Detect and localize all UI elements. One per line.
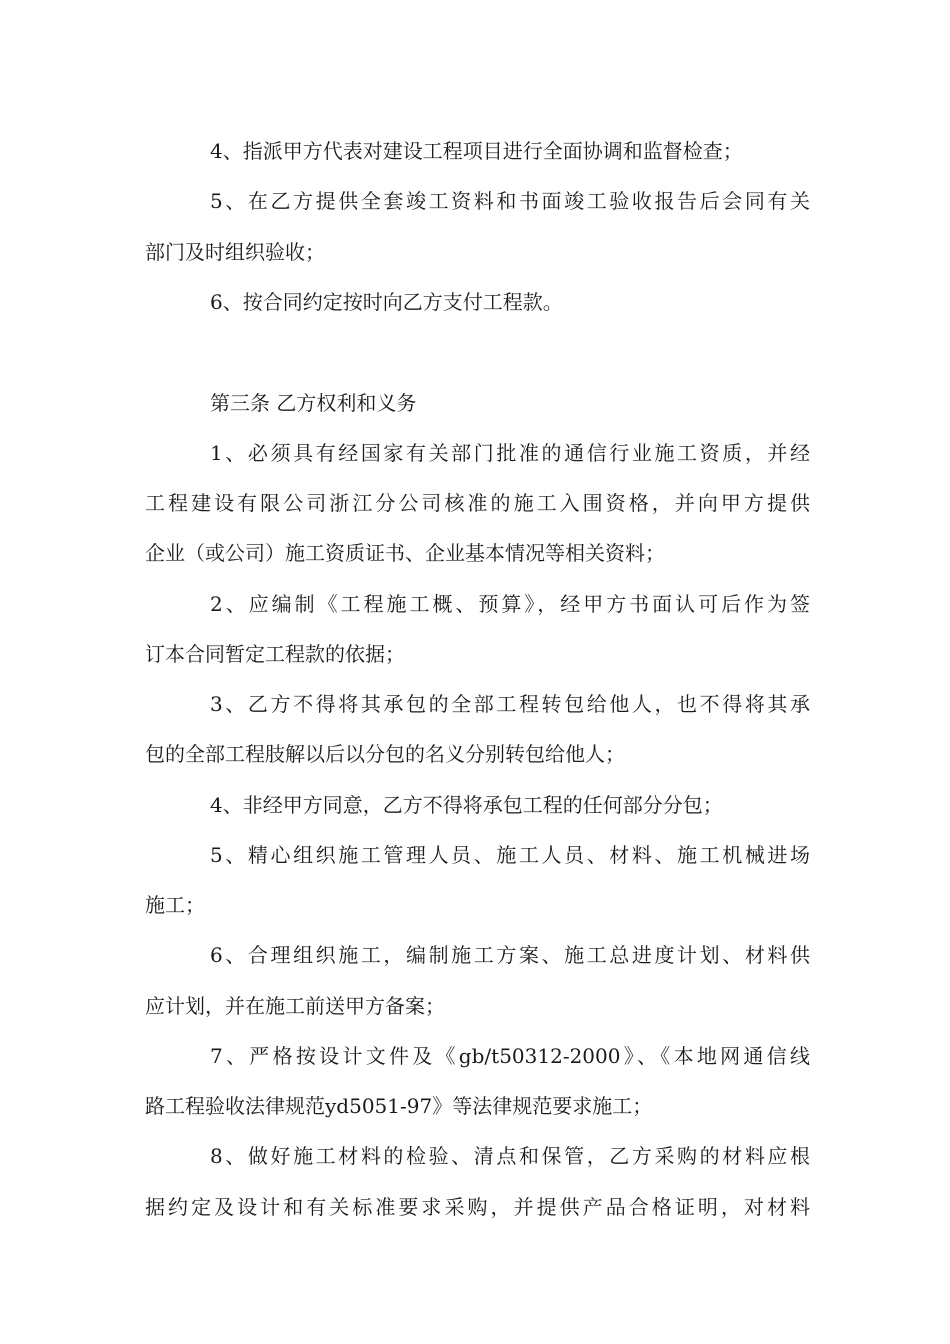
text-line: 部门及时组织验收；	[145, 240, 325, 264]
text-line: 据约定及设计和有关标准要求采购，并提供产品合格证明，对材料	[145, 1195, 810, 1219]
text-line: 施工；	[145, 893, 205, 917]
text-line: 路工程验收法律规范yd5051-97》等法律规范要求施工；	[145, 1094, 653, 1118]
text-line: 应计划，并在施工前送甲方备案；	[145, 994, 445, 1018]
text-line: 2、应编制《工程施工概、预算》，经甲方书面认可后作为签	[210, 592, 810, 616]
section-heading: 第三条 乙方权利和义务	[210, 391, 417, 415]
text-line: 4、非经甲方同意，乙方不得将承包工程的任何部分分包；	[210, 793, 723, 817]
text-line: 工程建设有限公司浙江分公司核准的施工入围资格，并向甲方提供	[145, 491, 810, 515]
text-line: 1、必须具有经国家有关部门批准的通信行业施工资质，并经	[210, 441, 810, 465]
text-line: 7、严格按设计文件及《gb/t50312-2000》、《本地网通信线	[210, 1044, 810, 1068]
text-line: 5、在乙方提供全套竣工资料和书面竣工验收报告后会同有关	[210, 189, 810, 213]
text-line: 8、做好施工材料的检验、清点和保管，乙方采购的材料应根	[210, 1144, 810, 1168]
text-line: 5、精心组织施工管理人员、施工人员、材料、施工机械进场	[210, 843, 810, 867]
text-line: 企业（或公司）施工资质证书、企业基本情况等相关资料；	[145, 541, 665, 565]
text-line: 6、合理组织施工，编制施工方案、施工总进度计划、材料供	[210, 943, 810, 967]
text-line: 订本合同暂定工程款的依据；	[145, 642, 405, 666]
text-line: 3、乙方不得将其承包的全部工程转包给他人，也不得将其承	[210, 692, 810, 716]
text-line: 6、按合同约定按时向乙方支付工程款。	[210, 290, 563, 314]
text-line: 4、指派甲方代表对建设工程项目进行全面协调和监督检查；	[210, 139, 743, 163]
text-line: 包的全部工程肢解以后以分包的名义分别转包给他人；	[145, 742, 625, 766]
